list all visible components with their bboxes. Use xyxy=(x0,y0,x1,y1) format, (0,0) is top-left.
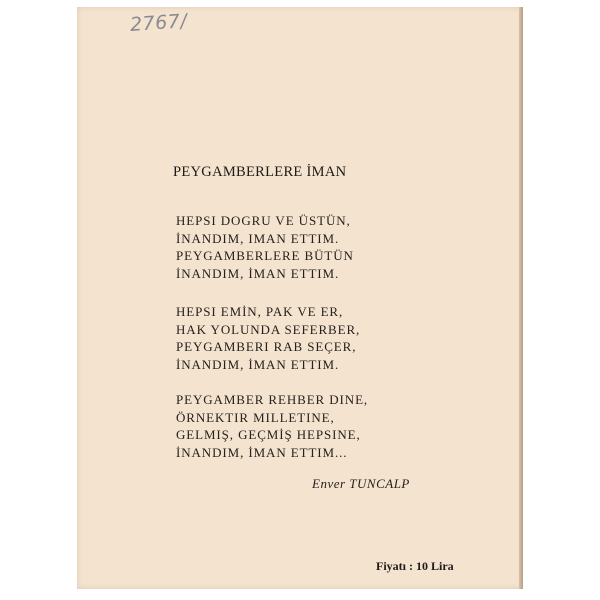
price-label: Fiyatı : 10 Lira xyxy=(376,559,454,573)
poem-stanza xyxy=(176,391,368,461)
handwritten-catalog-number: 2767/ xyxy=(129,10,188,36)
poem-line: İNANDIM, İMAN ETTIM. xyxy=(176,356,340,372)
poem-line: ÖRNEKTIR MILLETINE, xyxy=(176,409,335,425)
poem-line: GELMIŞ, GEÇMİŞ HEPSINE, xyxy=(176,427,361,442)
poem-line: HEPSI EMİN, PAK VE ER, xyxy=(176,304,344,319)
poem-line: HAK YOLUNDA SEFERBER, xyxy=(176,321,361,337)
poem-line: İNANDIM, IMAN ETTIM. xyxy=(176,230,340,246)
author-signature: Enver TUNCALP xyxy=(312,476,410,491)
poem-line: HEPSI DOGRU VE ÜSTÜN, xyxy=(176,213,351,228)
page-edge xyxy=(519,7,523,589)
poem-title: PEYGAMBERLERE İMAN xyxy=(173,164,347,180)
poem-line: PEYGAMBERLERE BÜTÜN xyxy=(176,248,354,263)
poem-line: PEYGAMBER REHBER DINE, xyxy=(176,392,369,407)
poem-line: İNANDIM, İMAN ETTIM... xyxy=(176,444,348,460)
poem-stanza xyxy=(176,303,360,373)
poem-stanza xyxy=(176,212,354,282)
poem-line: İNANDIM, İMAN ETTIM. xyxy=(176,265,340,281)
book-back-cover xyxy=(77,7,523,589)
poem-line: PEYGAMBERI RAB SEÇER, xyxy=(176,339,357,354)
